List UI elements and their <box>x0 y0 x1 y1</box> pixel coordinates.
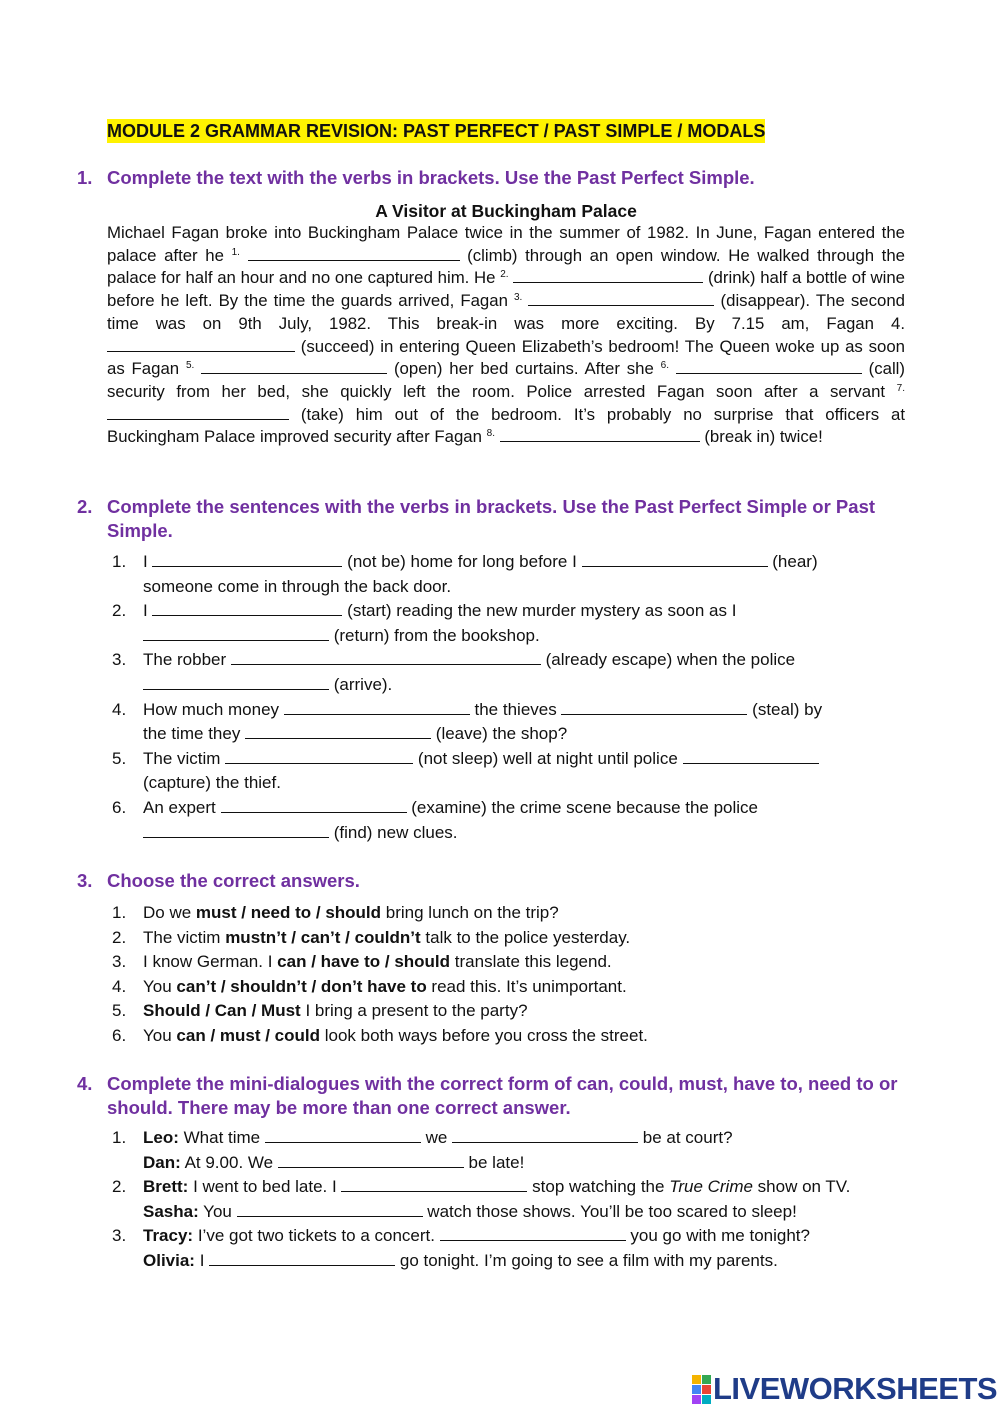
item-text: (already escape) when the police <box>540 650 796 670</box>
answer-options[interactable]: can / have to / should <box>277 952 451 972</box>
item-number: 2. <box>112 601 127 621</box>
exercise-3-list <box>107 901 907 1049</box>
item-text: we <box>420 1128 453 1147</box>
speaker-name: Leo: <box>143 1128 179 1147</box>
answer-blank[interactable] <box>201 359 387 374</box>
item-text: I bring a present to the party? <box>300 1001 528 1021</box>
list-item <box>107 1224 907 1273</box>
item-text: I know German. I <box>143 952 278 972</box>
speaker-name: Brett: <box>143 1177 189 1197</box>
answer-blank[interactable] <box>284 700 470 715</box>
gap-number: 6. <box>660 360 669 372</box>
item-text: stop watching the <box>527 1177 670 1197</box>
list-item <box>107 550 847 599</box>
gap-number: 7. <box>896 382 905 394</box>
item-text: You <box>143 1025 177 1045</box>
answer-blank[interactable] <box>341 1177 527 1192</box>
item-text: (find) new clues. <box>329 822 458 842</box>
item-number: 3. <box>112 650 127 670</box>
show-title: True Crime <box>669 1177 753 1197</box>
answer-blank[interactable] <box>107 337 295 352</box>
speaker-name: Tracy: <box>143 1226 194 1246</box>
story-segment: (open) her bed curtains. After she <box>387 359 661 379</box>
answer-blank[interactable] <box>143 823 329 838</box>
answer-blank[interactable] <box>500 427 700 442</box>
answer-blank[interactable] <box>225 749 413 764</box>
story-segment: (break in) twice! <box>699 427 823 447</box>
section-number: 3. <box>77 870 93 891</box>
page-title: MODULE 2 GRAMMAR REVISION: PAST PERFECT / PAST SIMPLE / MODALS <box>107 121 766 141</box>
item-number: 4. <box>112 699 127 719</box>
item-number: 6. <box>112 1025 127 1045</box>
answer-blank[interactable] <box>231 650 541 665</box>
answer-blank[interactable] <box>265 1128 421 1143</box>
item-text: How much money <box>143 699 284 719</box>
item-text: (leave) the shop? <box>431 724 568 744</box>
item-text: (arrive). <box>329 674 393 694</box>
story-segment: Michael Fagan broke into Buckingham Palace twice in the summer of 1982. In June, Fagan entered the palace after he <box>107 223 905 265</box>
story-segment: (disappear). The second time was on 9th July, 1982. This break-in was more exciting. By 7.15 am, Fagan 4. <box>107 291 905 333</box>
item-number: 5. <box>112 1001 127 1021</box>
item-text: (steal) by the time they <box>143 699 823 744</box>
item-text: I went to bed late. I <box>188 1177 342 1197</box>
speaker-name: Sasha: <box>143 1201 199 1221</box>
item-text: I’ve got two tickets to a concert. <box>193 1226 440 1246</box>
item-text: (capture) the thief. <box>143 773 281 793</box>
logo-mark-icon <box>692 1375 711 1404</box>
item-text: I <box>194 1250 210 1270</box>
item-text: watch those shows. You’ll be too scared to sleep! <box>422 1201 797 1221</box>
answer-blank[interactable] <box>152 552 342 567</box>
list-item <box>107 796 847 845</box>
list-item <box>107 698 847 747</box>
section-2-heading <box>77 495 907 543</box>
answer-blank[interactable] <box>143 675 329 690</box>
answer-blank[interactable] <box>107 405 289 420</box>
answer-blank[interactable] <box>237 1202 423 1217</box>
answer-options[interactable]: can / must / could <box>176 1025 321 1045</box>
story-segment: (climb) through an open window. He walked through the palace for half an hour and no one captured him. He <box>107 245 905 288</box>
item-text: At 9.00. We <box>180 1152 278 1172</box>
story-segment: (call) security from her bed, she quickly left the room. Police arrested Fagan soon after a servant <box>107 359 905 401</box>
answer-options[interactable]: mustn’t / can’t / couldn’t <box>225 927 421 947</box>
item-text: read this. It’s unimportant. <box>426 976 627 996</box>
item-number: 2. <box>112 927 127 947</box>
list-item <box>107 599 847 648</box>
item-number: 1. <box>112 1128 127 1147</box>
section-heading-text: Choose the correct answers. <box>107 870 360 891</box>
item-text: translate this legend. <box>450 952 612 972</box>
exercise-4-list <box>107 1126 907 1274</box>
item-text: I <box>143 552 153 571</box>
story-segment: (drink) half a bottle of wine before he left. By the time the guards arrived, Fagan <box>107 268 905 311</box>
item-text: The victim <box>143 927 226 947</box>
answer-blank[interactable] <box>278 1153 464 1168</box>
item-text: be at court? <box>638 1128 733 1147</box>
list-item <box>107 999 907 1024</box>
item-text: be late! <box>463 1152 525 1172</box>
item-text: (not be) home for long before I <box>342 552 582 571</box>
gap-number: 5. <box>185 360 195 372</box>
section-4-heading <box>77 1072 907 1120</box>
item-number: 1. <box>112 903 127 922</box>
item-text: the thieves <box>469 699 562 719</box>
item-text: The robber <box>143 650 231 670</box>
item-text: You <box>143 976 177 996</box>
section-number: 4. <box>77 1073 93 1094</box>
item-number: 3. <box>112 952 127 972</box>
exercise-2-list <box>107 550 847 845</box>
item-text: (return) from the bookshop. <box>329 625 540 645</box>
answer-blank[interactable] <box>528 291 714 306</box>
item-number: 1. <box>112 552 127 571</box>
list-item <box>107 901 907 926</box>
item-text: (start) reading the new murder mystery as soon as I <box>342 601 737 621</box>
gap-number: 2. <box>500 269 509 281</box>
answer-blank[interactable] <box>209 1251 395 1266</box>
liveworksheets-logo[interactable] <box>692 1371 998 1406</box>
item-text: Do we <box>143 903 196 922</box>
gap-number: 8. <box>486 428 495 440</box>
section-number: 1. <box>77 167 93 188</box>
item-text: you go with me tonight? <box>625 1226 810 1246</box>
item-text: (hear) someone come in through the back door. <box>143 552 818 596</box>
item-text: bring lunch on the trip? <box>381 903 559 922</box>
answer-blank[interactable] <box>248 246 460 261</box>
story-segment: (succeed) in entering Queen Elizabeth’s bedroom! The Queen woke up as soon as Fagan <box>107 336 905 379</box>
story-title: A Visitor at Buckingham Palace <box>375 201 637 221</box>
answer-blank[interactable] <box>676 359 862 374</box>
section-heading-text: Complete the sentences with the verbs in brackets. Use the Past Perfect Simple or Past Simple. <box>107 496 876 541</box>
item-number: 3. <box>112 1226 127 1246</box>
item-text: look both ways before you cross the street. <box>320 1025 648 1045</box>
item-number: 2. <box>112 1177 127 1197</box>
item-text: You <box>198 1201 237 1221</box>
story-segment: (take) him out of the bedroom. It’s probably no surprise that officers at Buckingham Palace improved security after Fagan <box>107 404 905 447</box>
list-item <box>107 648 847 697</box>
list-item <box>107 926 907 951</box>
answer-blank[interactable] <box>143 626 329 641</box>
item-number: 6. <box>112 797 127 817</box>
gap-number: 1. <box>231 246 240 258</box>
section-number: 2. <box>77 496 93 517</box>
item-text: The victim <box>143 748 226 768</box>
item-text: show on TV. <box>752 1177 851 1197</box>
answer-blank[interactable] <box>683 749 819 764</box>
answer-blank[interactable] <box>221 798 407 813</box>
section-1-heading <box>77 166 907 190</box>
item-text: go tonight. I’m going to see a film with my parents. <box>395 1250 778 1270</box>
logo-text: LIVEWORKSHEETS <box>713 1371 998 1406</box>
answer-blank[interactable] <box>245 724 431 739</box>
item-text: (examine) the crime scene because the police <box>406 797 759 817</box>
item-number: 5. <box>112 748 127 768</box>
list-item <box>107 1024 907 1049</box>
section-heading-text: Complete the text with the verbs in brackets. Use the Past Perfect Simple. <box>107 167 755 188</box>
answer-blank[interactable] <box>152 601 342 616</box>
speaker-name: Olivia: <box>143 1250 195 1270</box>
list-item <box>107 1175 907 1224</box>
list-item <box>107 975 907 1000</box>
item-number: 4. <box>112 976 127 996</box>
item-text: I <box>143 601 153 621</box>
answer-blank[interactable] <box>561 700 747 715</box>
story-text <box>107 222 905 449</box>
section-heading-text: Complete the mini-dialogues with the correct form of can, could, must, have to, need to or should. There may be more than one correct answer. <box>107 1073 898 1118</box>
item-text: What time <box>178 1128 265 1147</box>
answer-options[interactable]: can’t / shouldn’t / don’t have to <box>176 976 427 996</box>
answer-options[interactable]: Should / Can / Must <box>143 1001 301 1021</box>
section-3-heading <box>77 869 907 893</box>
answer-options[interactable]: must / need to / should <box>195 903 382 922</box>
answer-blank[interactable] <box>513 268 703 283</box>
list-item <box>107 950 907 975</box>
item-text: talk to the police yesterday. <box>420 927 631 947</box>
item-text: An expert <box>143 797 221 817</box>
gap-number: 3. <box>514 292 523 304</box>
item-text: (not sleep) well at night until police <box>413 748 683 768</box>
list-item <box>107 1126 907 1175</box>
speaker-name: Dan: <box>143 1152 181 1172</box>
list-item <box>107 747 847 796</box>
answer-blank[interactable] <box>452 1128 638 1143</box>
answer-blank[interactable] <box>582 552 768 567</box>
answer-blank[interactable] <box>440 1226 626 1241</box>
